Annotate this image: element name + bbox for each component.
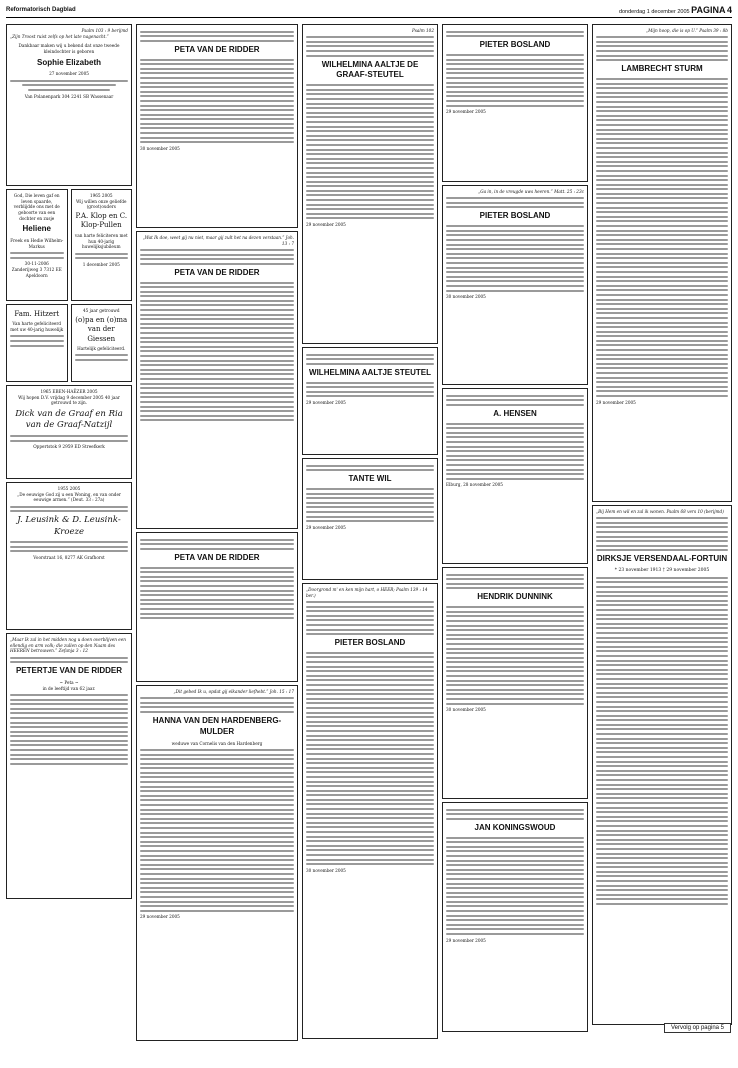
child-name: Heliene	[22, 224, 51, 234]
date: 30 november 2005	[446, 707, 486, 713]
years: 1955 2005	[57, 486, 81, 491]
date: 29 november 2005	[306, 222, 346, 228]
address: Van Polanenpark 304 2241 SB Wassenaar	[24, 93, 114, 99]
deceased-name: DIRKSJE VERSENDAAL-FORTUIN	[596, 554, 728, 564]
obituary-tante-wil	[302, 458, 438, 580]
column-2	[136, 24, 298, 1044]
birth-date: 27 november 2005	[49, 71, 89, 77]
anniversary-ad-giessen	[71, 304, 133, 382]
text: Hartelijk gefeliciteerd.	[77, 345, 126, 351]
intro: Wij willen onze geliefde (groot)ouders	[75, 198, 127, 210]
parents: Freek en Hedie Wilhelm-Markus	[10, 238, 64, 249]
column-4	[442, 24, 588, 1035]
column-3	[302, 24, 438, 1042]
family-name: Fam. Hitzert	[14, 310, 60, 318]
deceased-name: JAN KONINGSWOUD	[474, 822, 556, 832]
continued-on-page-5[interactable]: Vervolg op pagina 5	[664, 1023, 731, 1033]
deceased-name: WILHELMINA AALTJE STEUTEL	[309, 367, 431, 377]
verse: „Maar Ik zal in het midden nog u doen overblijven een ellendig en arm volk; die zullen op den Naam des HEEREN betrouwen.” Zefanja 3 : 12	[10, 637, 126, 654]
intro: Dankbaar maken wij u bekend dat onze tweede kleindochter is geboren	[18, 43, 120, 55]
widow-of: weduwe van Cornelis van den Hardenberg	[171, 740, 263, 746]
deceased-name: PETA VAN DE RIDDER	[174, 267, 260, 277]
date: 30 november 2005	[306, 867, 346, 873]
address: Voorstraat 16, 8277 AK Grafhorst	[33, 554, 105, 560]
deceased-name: WILHELMINA AALTJE DE GRAAF-STEUTEL	[321, 59, 419, 80]
verse: „Ga in, in de vreugde uws heeren.” Matt. 25 : 23c	[478, 189, 584, 194]
obituary-pieter-bosland-3	[442, 185, 588, 385]
date: 30 november 2005	[140, 145, 180, 151]
column-1	[6, 24, 132, 902]
obituary-peta-1	[136, 24, 298, 228]
date: 29 november 2005	[140, 914, 180, 920]
deceased-name: PIETER BOSLAND	[479, 40, 551, 50]
couple-name: P.A. Klop en C. Klop-Pullen	[75, 212, 128, 230]
date: 29 november 2005	[306, 399, 346, 405]
obituary-hensen	[442, 388, 588, 564]
date: 29 november 2005	[306, 524, 346, 530]
birth-ad-heliene	[6, 189, 68, 301]
deceased-name: HANNA VAN DEN HARDENBERG-MULDER	[152, 716, 282, 736]
date: 1 december 2005	[82, 261, 120, 267]
obituary-wilhelmina-2	[302, 347, 438, 455]
deceased-name: PIETER BOSLAND	[479, 211, 551, 221]
age: in de leeftijd van 62 jaar.	[42, 685, 96, 691]
date: Elburg, 28 november 2005	[446, 482, 503, 488]
column-5	[592, 24, 732, 1028]
date: 29 november 2005	[446, 937, 486, 943]
years: 45 jaar getrouwd	[82, 308, 120, 313]
date: 30 november 2005	[446, 294, 486, 300]
deceased-name: PETA VAN DE RIDDER	[174, 552, 260, 562]
text: van harte feliciteren met hun 40-jarig huwelijksjubileum	[74, 232, 128, 250]
verse: „Bij Hem en wil en zal ik wonen. Psalm 68 vers 10 (berijmd)	[596, 509, 724, 514]
date: 29 november 2005	[446, 109, 486, 115]
intro: God, Die leven gaf en leven spaarde, verblijdde ons met de geboorte van een dochter en zusje	[13, 193, 60, 221]
anniversary-ad-klop	[71, 189, 133, 301]
obituary-hanna	[136, 685, 298, 1041]
obituary-jan-koningswoud	[442, 802, 588, 1032]
header-date: donderdag 1 december 2005 PAGINA 4	[618, 5, 732, 15]
anniversary-ad-van-de-graaf	[6, 385, 132, 479]
deceased-name: A. HENSEN	[493, 408, 537, 418]
paper-name: Reformatorisch Dagblad	[6, 7, 76, 13]
obituary-hendrik-dunnink	[442, 567, 588, 799]
birth-ad-sophie	[6, 24, 132, 186]
quote: „Zijn Troost ruist zelfs op het late nagenacht.”	[10, 33, 109, 39]
child-name: Sophie Elizabeth	[36, 57, 101, 67]
verse: „De eeuwige God zij u een Woning, en van onder eeuwige armen.” (Deut. 33 : 27a)	[17, 491, 121, 503]
verse: „Wat Ik doe, weet gij nu niet, maar gij zult het na dezen verstaan.” Joh. 13 : 7	[142, 235, 294, 246]
deceased-name: PETERTJE VAN DE RIDDER	[15, 666, 123, 676]
obituary-wilhelmina-1	[302, 24, 438, 344]
verse: Psalm 102	[412, 28, 434, 33]
obituary-pieter-bosland-1	[302, 583, 438, 1039]
anniversary-ad-hitzert	[6, 304, 68, 382]
address: Zanderijweg 3 7312 EE Apeldoorn	[11, 266, 62, 278]
obituary-petertje	[6, 633, 132, 899]
obituary-pieter-bosland-2	[442, 24, 588, 182]
couple-name: Dick van de Graaf en Ria van de Graaf-Natzijl	[15, 409, 123, 431]
page-header	[6, 5, 732, 18]
obituary-lambrecht-sturm	[592, 24, 732, 502]
life-dates: * 23 november 1913 † 29 november 2005	[614, 568, 710, 574]
verse: Psalm 103 : 9 berijmd	[81, 28, 128, 33]
deceased-name: PETA VAN DE RIDDER	[174, 44, 260, 54]
deceased-name: LAMBRECHT STURM	[621, 64, 703, 74]
intro: Wij hopen D.V. vrijdag 9 december 2005 40 jaar getrouwd te zijn.	[18, 394, 120, 406]
deceased-name: HENDRIK DUNNINK	[477, 592, 553, 602]
obituary-peta-3	[136, 532, 298, 682]
obituary-dirksje-versendaal	[592, 505, 732, 1025]
birth-date: 30-11-2006	[24, 261, 49, 267]
anniversary-ad-leusink	[6, 482, 132, 630]
body-text	[10, 80, 128, 91]
years: 1965 EBEN-HAËZER 2005	[40, 389, 98, 394]
deceased-name: TANTE WIL	[348, 474, 392, 484]
verse: „Dit gebed Ik u, opdat gij elkander liefhebt.” Joh. 15 : 17	[173, 689, 294, 694]
verse: „Mijn hoop, die is op U.” Psalm 39 : 8b	[645, 28, 728, 33]
verse: „Doorgrond m' en ken mijn hart, o HEER; Psalm 139 : 14 ber.)	[306, 587, 428, 598]
years: 1965 2005	[89, 193, 113, 198]
couple-name: J. Leusink & D. Leusink-Kroeze	[17, 515, 121, 537]
nickname: ~ Peta ~	[59, 680, 79, 685]
obituary-peta-2	[136, 231, 298, 529]
deceased-name: PIETER BOSLAND	[334, 638, 406, 648]
date: 29 november 2005	[596, 399, 636, 405]
text: Van harte gefeliciteerd met uw 40-jarig huwelijk	[10, 321, 64, 333]
couple-name: (o)pa en (o)ma van der Giessen	[75, 315, 128, 343]
address: Oppertstok 9 2959 ED Streefkerk	[33, 444, 105, 450]
